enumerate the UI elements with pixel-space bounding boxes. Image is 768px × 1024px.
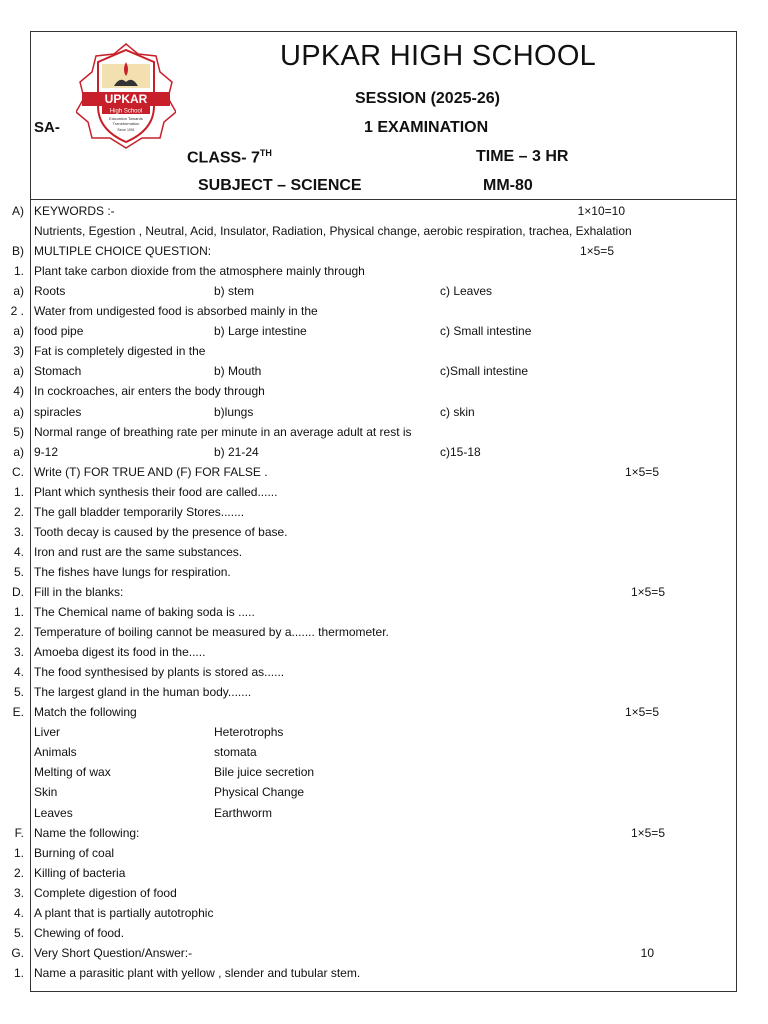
marks-allocation: 1×5=5 bbox=[579, 244, 614, 258]
question-text: Very Short Question/Answer:- bbox=[34, 946, 193, 960]
question-text: The gall bladder temporarily Stores....... bbox=[34, 505, 245, 519]
option-b: b)lungs bbox=[214, 405, 254, 419]
question-number: 3. bbox=[13, 525, 24, 539]
marks-allocation: 1×5=5 bbox=[630, 826, 665, 840]
question-text: KEYWORDS :- bbox=[34, 204, 115, 218]
option-b: Earthworm bbox=[214, 806, 273, 820]
question-number: E. bbox=[12, 705, 24, 719]
logo-since: Since 1991 bbox=[117, 128, 135, 132]
question-number: a) bbox=[13, 364, 24, 378]
option-c: c)Small intestine bbox=[440, 364, 529, 378]
logo-brand: UPKAR bbox=[104, 92, 148, 106]
option-c: c)15-18 bbox=[440, 445, 481, 459]
question-text: Temperature of boiling cannot be measured by a....... thermometer. bbox=[34, 625, 389, 639]
question-text: Write (T) FOR TRUE AND (F) FOR FALSE . bbox=[34, 465, 268, 479]
question-text: A plant that is partially autotrophic bbox=[34, 906, 214, 920]
class-label: CLASS- 7TH bbox=[187, 148, 272, 167]
question-number: 5. bbox=[13, 565, 24, 579]
question-text: Stomach bbox=[34, 364, 82, 378]
option-b: Physical Change bbox=[214, 785, 305, 799]
marks-label: MM-80 bbox=[483, 177, 533, 194]
question-number: 2. bbox=[13, 505, 24, 519]
question-text: Plant take carbon dioxide from the atmosphere mainly through bbox=[34, 264, 365, 278]
question-text: The Chemical name of baking soda is ..... bbox=[34, 605, 255, 619]
time-label: TIME – 3 HR bbox=[476, 148, 569, 165]
logo-tag2: Transformation bbox=[112, 121, 140, 126]
question-text: The fishes have lungs for respiration. bbox=[34, 565, 231, 579]
question-number: B) bbox=[12, 244, 24, 258]
sa-label: SA- bbox=[34, 119, 60, 136]
question-text: Tooth decay is caused by the presence of base. bbox=[34, 525, 288, 539]
question-number: 2 . bbox=[10, 304, 24, 318]
question-text: Name a parasitic plant with yellow , slender and tubular stem. bbox=[34, 966, 361, 980]
question-number: 4. bbox=[13, 545, 24, 559]
option-b: stomata bbox=[214, 745, 257, 759]
question-text: The largest gland in the human body....... bbox=[34, 685, 252, 699]
question-number: a) bbox=[13, 284, 24, 298]
question-number: C. bbox=[12, 465, 24, 479]
school-logo bbox=[76, 42, 176, 150]
question-text: Amoeba digest its food in the..... bbox=[34, 645, 206, 659]
question-number: 1. bbox=[13, 605, 24, 619]
question-number: 5. bbox=[13, 926, 24, 940]
question-number: 3) bbox=[13, 344, 24, 358]
question-text: Name the following: bbox=[34, 826, 140, 840]
question-text: Fat is completely digested in the bbox=[34, 344, 206, 358]
marks-allocation: 1×5=5 bbox=[630, 585, 665, 599]
question-number: 4. bbox=[13, 906, 24, 920]
question-text: Complete digestion of food bbox=[34, 886, 177, 900]
logo-tag1: Education Towards bbox=[109, 116, 143, 121]
question-text: Plant which synthesis their food are called...... bbox=[34, 485, 278, 499]
marks-allocation: 1×5=5 bbox=[624, 465, 659, 479]
question-text: Liver bbox=[34, 725, 61, 739]
question-text: Melting of wax bbox=[34, 765, 111, 779]
option-b: b) 21-24 bbox=[214, 445, 259, 459]
marks-allocation: 1×10=10 bbox=[577, 204, 625, 218]
question-text: Burning of coal bbox=[34, 846, 115, 860]
question-text: Animals bbox=[34, 745, 77, 759]
option-b: b) Large intestine bbox=[214, 324, 307, 338]
question-text: Roots bbox=[34, 284, 66, 298]
question-number: 1. bbox=[13, 966, 24, 980]
question-number: F. bbox=[14, 826, 24, 840]
question-text: food pipe bbox=[34, 324, 84, 338]
question-text: Normal range of breathing rate per minute in an average adult at rest is bbox=[34, 425, 412, 439]
question-text: In cockroaches, air enters the body through bbox=[34, 384, 265, 398]
question-text: Killing of bacteria bbox=[34, 866, 126, 880]
question-text: Fill in the blanks: bbox=[34, 585, 124, 599]
question-number: a) bbox=[13, 324, 24, 338]
question-text: 9-12 bbox=[34, 445, 59, 459]
option-c: c) Small intestine bbox=[440, 324, 532, 338]
question-number: 1. bbox=[13, 485, 24, 499]
question-number: 3. bbox=[13, 645, 24, 659]
question-number: 4) bbox=[13, 384, 24, 398]
question-number: D. bbox=[12, 585, 24, 599]
marks-allocation: 10 bbox=[640, 946, 654, 960]
question-text: Leaves bbox=[34, 806, 73, 820]
option-b: b) stem bbox=[214, 284, 255, 298]
question-number: 1. bbox=[13, 846, 24, 860]
question-number: a) bbox=[13, 445, 24, 459]
question-number: 2. bbox=[13, 866, 24, 880]
question-text: The food synthesised by plants is stored as...... bbox=[34, 665, 285, 679]
question-number: G. bbox=[11, 946, 24, 960]
question-number: 1. bbox=[13, 264, 24, 278]
question-number: 3. bbox=[13, 886, 24, 900]
question-text: spiracles bbox=[34, 405, 82, 419]
question-number: 5) bbox=[13, 425, 24, 439]
option-b: Bile juice secretion bbox=[214, 765, 315, 779]
option-c: c) Leaves bbox=[440, 284, 493, 298]
subject-label: SUBJECT – SCIENCE bbox=[198, 177, 362, 194]
session: SESSION (2025-26) bbox=[355, 90, 500, 107]
question-text: Iron and rust are the same substances. bbox=[34, 545, 243, 559]
question-number: 2. bbox=[13, 625, 24, 639]
question-text: MULTIPLE CHOICE QUESTION: bbox=[34, 244, 212, 258]
question-number: a) bbox=[13, 405, 24, 419]
question-text: Water from undigested food is absorbed mainly in the bbox=[34, 304, 318, 318]
option-b: b) Mouth bbox=[214, 364, 262, 378]
header-divider bbox=[30, 199, 737, 200]
exam-name: 1 EXAMINATION bbox=[364, 119, 489, 136]
question-number: 4. bbox=[13, 665, 24, 679]
option-c: c) skin bbox=[440, 405, 475, 419]
question-number: A) bbox=[12, 204, 24, 218]
question-text: Nutrients, Egestion , Neutral, Acid, Insulator, Radiation, Physical change, aerobic respiration, trachea, Exhalation bbox=[34, 224, 632, 238]
school-title: UPKAR HIGH SCHOOL bbox=[280, 40, 597, 72]
logo-sub: High School bbox=[109, 108, 143, 115]
question-text: Match the following bbox=[34, 705, 137, 719]
question-text: Skin bbox=[34, 785, 58, 799]
question-number: 5. bbox=[13, 685, 24, 699]
option-b: Heterotrophs bbox=[214, 725, 284, 739]
question-text: Chewing of food. bbox=[34, 926, 125, 940]
marks-allocation: 1×5=5 bbox=[624, 705, 659, 719]
